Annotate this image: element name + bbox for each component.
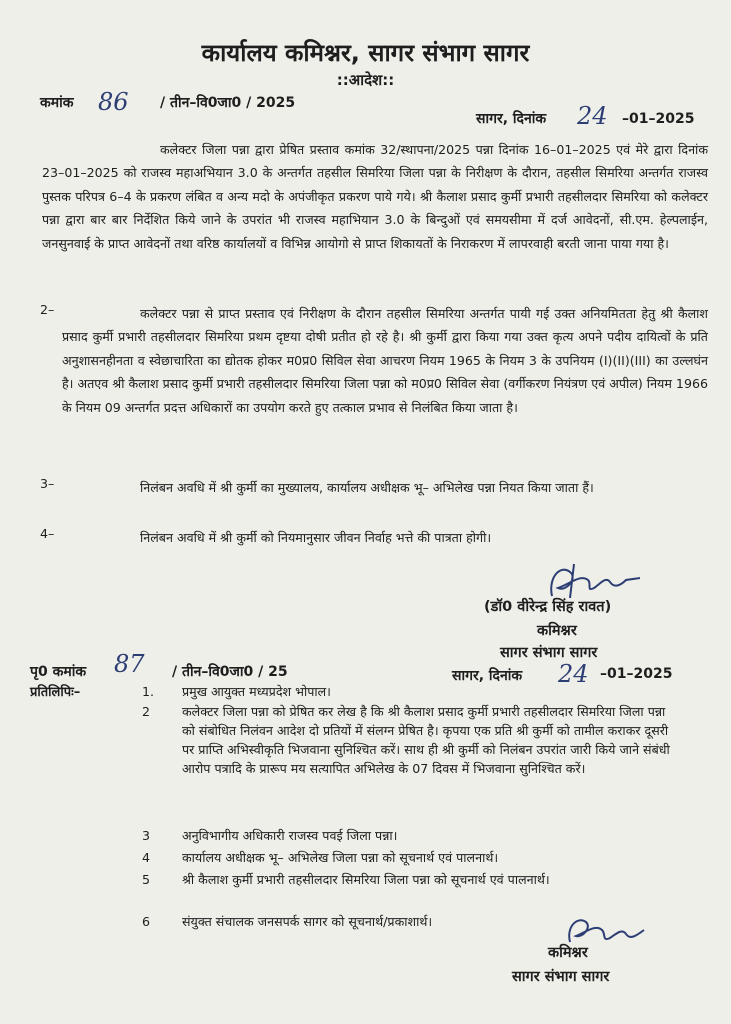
signatory-designation: कमिश्नर: [537, 623, 577, 639]
paragraph-3: निलंबन अवधि में श्री कुर्मी का मुख्यालय, कार्यालय अधीक्षक भू– अभिलेख पन्ना नियत किया जाता हैं।: [140, 480, 594, 495]
endorsement-file-reference: / तीन–वि0जा0 / 25: [172, 664, 288, 680]
paragraph-4-number: 4–: [40, 526, 55, 541]
signatory-2-designation: कमिश्नर: [548, 945, 588, 961]
order-file-reference: / तीन–वि0जा0 / 2025: [160, 95, 296, 111]
copy-item-4-number: 4: [142, 850, 151, 865]
copy-item-2: कलेक्टर जिला पन्ना को प्रेषित कर लेख है कि श्री कैलाश प्रसाद कुर्मी प्रभारी तहसीलदार सिमरिया जिला पन्ना को संबोधित निलंवन आदेश दो प्रतियों में संलग्न प्रेषित है। कृपया एक प्रति श्री कुर्मी को तामील कराकर दूसरी पर प्राप्ति अभिस्वीकृति भिजवाना सुनिश्चित करें। साथ ही श्री कुर्मी को निलंबन उपरांत जारी किये जाने संबंधी आरोप पत्रादि के प्रारूप मय सत्यापित अभिलेख के 07 दिवस में भिजवाना सुनिश्चित करें।: [182, 704, 670, 776]
copy-to-label: प्रतिलिपिः–: [30, 685, 81, 700]
copy-item-6-number: 6: [142, 914, 151, 929]
endorsement-number-label: पृ0 कमांक: [30, 664, 87, 680]
copy-item-6: संयुक्त संचालक जनसपर्क सागर को सूचनार्थ/प्रकाशार्थ।: [182, 914, 433, 929]
endorsement-number-handwritten: 87: [114, 650, 145, 678]
copy-item-2-number: 2: [142, 704, 151, 719]
paragraph-2: कलेक्टर पन्ना से प्राप्त प्रस्ताव एवं निरीक्षण के दौरान तहसील सिमरिया अन्तर्गत पायी गई उक्त अनियमितता हेतु श्री कैलाश प्रसाद कुर्मी प्रभारी तहसीलदार सिमरिया प्रथम दृष्टया दोषी प्रतीत हो रहे है। श्री कुर्मी द्वारा किया गया उक्त कृत्य अपने पदीय दायित्वों के प्रति अनुशासनहीनता व स्वेछाचारिता का द्योतक होकर म0प्र0 सिविल सेवा आचरण नियम 1965 के नियम 3 के उपनियम (I)(II)(III) का उल्लघंन है। अतएव श्री कैलाश प्रसाद कुर्मी प्रभारी तहसीलदार सिमरिया जिला पन्ना को म0प्र0 सिविल सेवा (वर्गीकरण नियंत्रण एवं अपील) नियम 1966 के नियम 09 अन्तर्गत प्रदत्त अधिकारों का उपयोग करते हुए तत्काल प्रभाव से निलंबित किया जाता है।: [62, 306, 708, 415]
paragraph-3-number: 3–: [40, 476, 55, 491]
copy-item-1-number: 1.: [142, 684, 155, 699]
copy-item-3-number: 3: [142, 828, 151, 843]
order-place-date-label: सागर, दिनांक: [476, 111, 547, 127]
signatory-2-office: सागर संभाग सागर: [512, 969, 610, 985]
copy-item-4: कार्यालय अधीक्षक भू– अभिलेख जिला पन्ना को सूचनार्थ एवं पालनार्थ।: [182, 850, 499, 865]
paragraph-4: निलंबन अवधि में श्री कुर्मी को नियमानुसार जीवन निर्वाह भत्ते की पात्रता होगी।: [140, 530, 492, 545]
endorsement-date-rest: –01–2025: [600, 666, 673, 682]
copy-item-1: प्रमुख आयुक्त मध्यप्रदेश भोपाल।: [182, 684, 331, 699]
paragraph-2-number: 2–: [40, 302, 55, 317]
office-title: कार्यालय कमिश्नर, सागर संभाग सागर: [201, 39, 530, 67]
paragraph-1: कलेक्टर जिला पन्ना द्वारा प्रेषित प्रस्ताव कमांक 32/स्थापना/2025 पन्ना दिनांक 16–01–2025 एवं मेरे द्वारा दिनांक 23–01–2025 को राजस्व महाअभियान 3.0 के अन्तर्गत तहसील सिमरिया जिला पन्ना के निरीक्षण के दौरान, तहसील सिमरिया अन्तर्गत राजस्व पुस्तक परिपत्र 6–4 के प्रकरण लंबित व अन्य मदो के अपंजीकृत प्रकरण पाये गये। श्री कैलाश प्रसाद कुर्मी प्रभारी तहसीलदार सिमरिया को कलेक्टर पन्ना द्वारा बार बार निर्देशित किये जाने के उपरांत भी राजस्व महाभियान 3.0 के बिन्दुओं एवं समयसीमा में दर्ज आवेदनों, सी.एम. हेल्पलाईन, जनसुनवाई के प्राप्त आवेदनों तथा वरिष्ठ कार्यालयों व विभिन्न आयोगो से प्राप्त शिकायतों के निराकरण में लापरवाही बरती जाना पाया गया है।: [42, 142, 708, 251]
signatory-name: (डॉ0 वीरेन्द्र सिंह रावत): [484, 599, 612, 615]
order-number-label: कमांक: [40, 95, 74, 111]
copy-item-5-number: 5: [142, 872, 151, 887]
copy-item-5: श्री कैलाश कुर्मी प्रभारी तहसीलदार सिमरिया जिला पन्ना को सूचनार्थ एवं पालनार्थ।: [182, 872, 550, 887]
endorsement-place-date-label: सागर, दिनांक: [452, 668, 523, 684]
order-number-handwritten: 86: [98, 88, 129, 116]
order-heading: ::आदेश::: [336, 71, 395, 89]
order-date-rest: –01–2025: [622, 111, 695, 127]
endorsement-date-day-handwritten: 24: [558, 660, 589, 688]
copy-item-3: अनुविभागीय अधिकारी राजस्व पवई जिला पन्ना।: [182, 828, 398, 843]
order-date-day-handwritten: 24: [577, 102, 608, 130]
signatory-office: सागर संभाग सागर: [500, 645, 598, 661]
